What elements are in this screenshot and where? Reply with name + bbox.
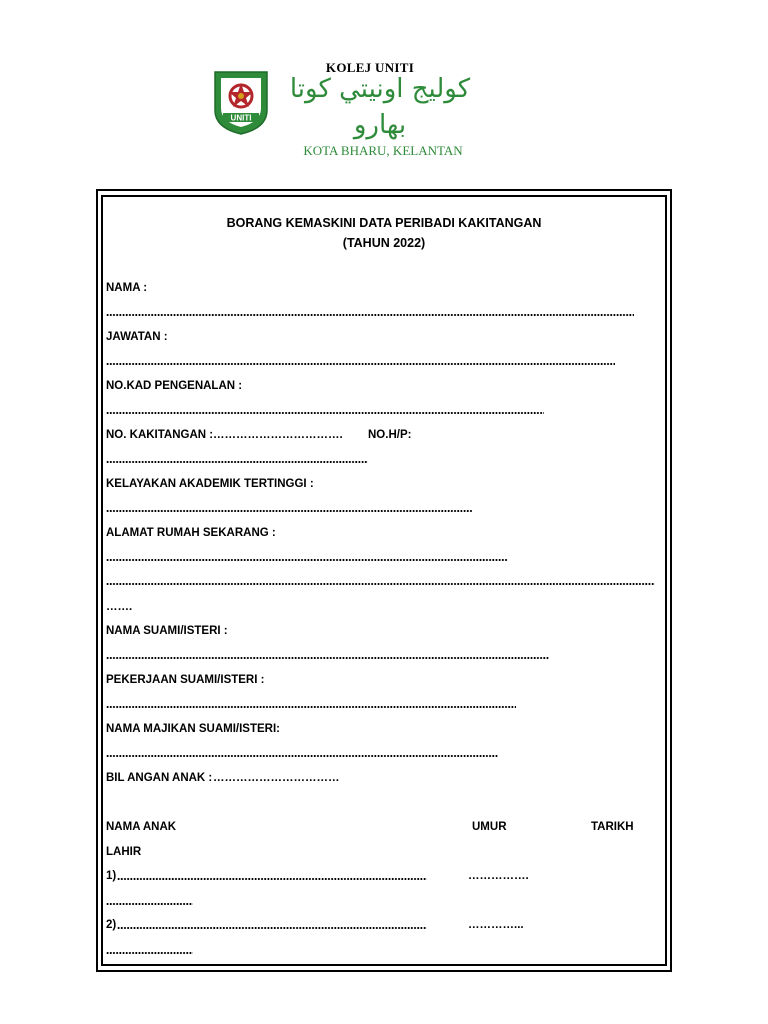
form-year: (TAHUN 2022) [342, 236, 426, 250]
child-2-dob-field-line[interactable] [106, 952, 193, 954]
child-2-number: 2) [106, 919, 117, 931]
child-1-number: 1) [106, 870, 117, 882]
name-field-line[interactable] [106, 314, 634, 316]
spouse-job-label: PEKERJAAN SUAMI/ISTERI : [106, 674, 265, 686]
spouse-name-label: NAMA SUAMI/ISTERI : [106, 625, 228, 637]
position-label: JAWATAN : [106, 331, 168, 343]
spouse-employer-label: NAMA MAJIKAN SUAMI/ISTERI: [106, 723, 280, 735]
child-name-column-header: NAMA ANAK [106, 821, 177, 833]
address-field-line-2[interactable] [106, 583, 655, 585]
dob-column-header-cont: LAHIR [106, 846, 142, 858]
age-column-header: UMUR [472, 821, 507, 833]
staff-number-label: NO. KAKITANGAN : [106, 429, 214, 441]
logo-text: UNITI [230, 113, 252, 123]
ic-number-label: NO.KAD PENGENALAN : [106, 380, 243, 392]
name-label: NAMA : [106, 282, 148, 294]
address-field-line-1[interactable] [106, 559, 508, 561]
college-location: KOTA BHARU, KELANTAN [303, 143, 463, 158]
qualification-field-line[interactable] [106, 510, 472, 512]
qualification-label: KELAYAKAN AKADEMIK TERTINGGI : [106, 478, 314, 490]
children-count-label: BIL ANGAN ANAK : [106, 772, 213, 784]
form-title: BORANG KEMASKINI DATA PERIBADI KAKITANGAN [226, 216, 542, 230]
spouse-employer-field-line[interactable] [106, 755, 498, 757]
staff-number-field-line[interactable]: ……………………………. [213, 429, 343, 441]
college-name: KOLEJ UNITI [325, 60, 415, 75]
uniti-logo [213, 70, 269, 136]
child-1-age-field-line[interactable]: ……………. [468, 870, 529, 882]
child-1-dob-field-line[interactable] [106, 903, 193, 905]
children-count-field-line[interactable]: …………………………… [213, 772, 340, 784]
position-field-line[interactable] [106, 363, 615, 365]
spouse-job-field-line[interactable] [106, 706, 516, 708]
address-field-line-3[interactable]: ……. [106, 601, 133, 613]
child-2-name-field-line[interactable] [117, 927, 427, 929]
child-2-age-field-line[interactable]: …………... [468, 919, 524, 931]
form-inner-border [101, 195, 667, 966]
child-1-name-field-line[interactable] [117, 878, 427, 880]
college-name-arabic-line2: بهارو [353, 110, 407, 140]
phone-label: NO.H/P: [368, 429, 412, 441]
dob-column-header: TARIKH [591, 821, 634, 833]
ic-number-field-line[interactable] [106, 412, 544, 414]
address-label: ALAMAT RUMAH SEKARANG : [106, 527, 276, 539]
phone-field-line[interactable] [106, 461, 368, 463]
spouse-name-field-line[interactable] [106, 657, 549, 659]
college-name-arabic-line1: كوليج اونيتي كوتا [289, 74, 471, 104]
